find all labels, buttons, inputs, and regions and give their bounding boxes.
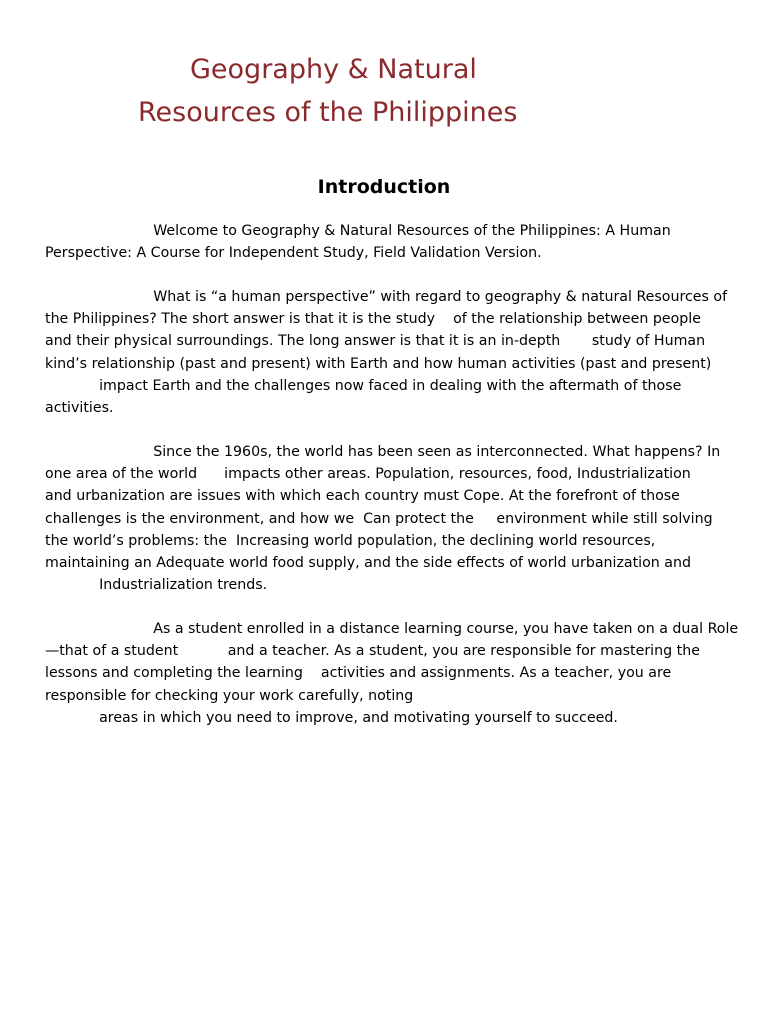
- paragraph-welcome: Welcome to Geography & Natural Resources of the Philippines: A Human Perspective: A Course for Independent Study, Field Validation Version.: [45, 223, 671, 262]
- paragraph-interconnected-world: Since the 1960s, the world has been seen as interconnected. What happens? In one area of the world impacts other areas. Population, resources, food, Industrialization and urbanization are issues with which each country must Cope. At the forefront of those challenges is the environment, and how we Can protect the environment while still solving the world’s problems: the Increasing world population, the declining world resources, maintaining an Adequate world food supply, and the side effects of world urbanization and Industrialization trends.: [45, 444, 721, 594]
- title-line-1: Geography & Natural: [190, 54, 477, 85]
- paragraph-human-perspective: What is “a human perspective” with regard to geography & natural Resources of the Philippines? The short answer is that it is the study of the relationship between people and their physical surroundings. The long answer is that it is an in-depth study of Human kind’s relationship (past and present) with Earth and how human activities (past and present) impact Earth and the challenges now faced in dealing with the aftermath of those activities.: [45, 289, 728, 417]
- document-title: [138, 48, 698, 134]
- paragraph-student-role: As a student enrolled in a distance learning course, you have taken on a dual Role —that of a student and a teacher. As a student, you are responsible for mastering the lessons and completing the learning activities and assignments. As a teacher, you are responsible for checking your work carefully, noting areas in which you need to improve, and motivating yourself to succeed.: [45, 621, 739, 726]
- title-line-2: Resources of the Philippines: [138, 97, 518, 128]
- section-heading: Introduction: [317, 176, 451, 198]
